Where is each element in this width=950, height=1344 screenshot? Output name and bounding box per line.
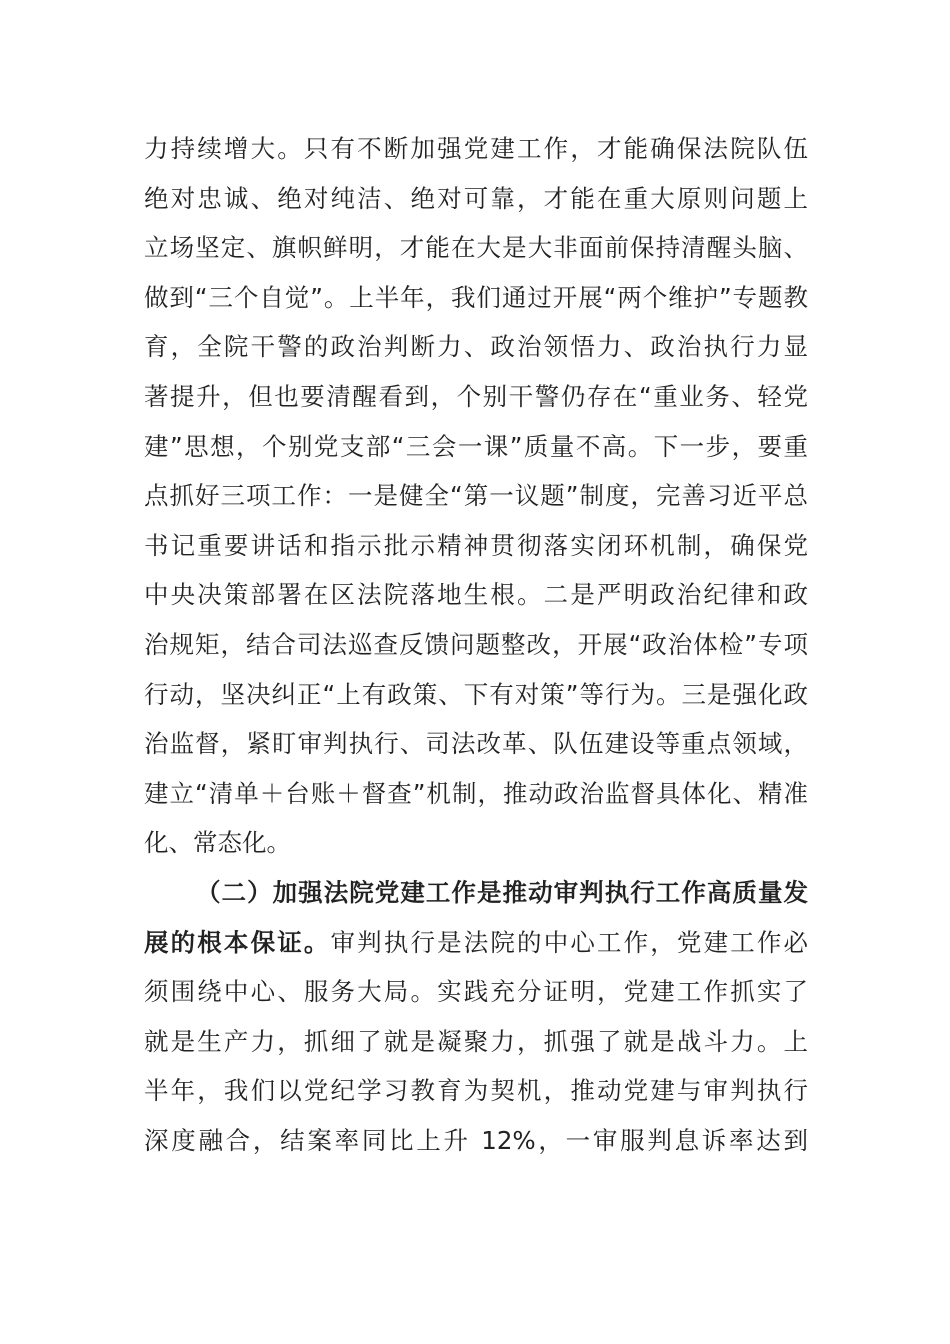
text-line: 治规矩，结合司法巡查反馈问题整改，开展“政治体检”专项 xyxy=(144,629,808,659)
text-line xyxy=(144,918,808,968)
text-line: 书记重要讲话和指示批示精神贯彻落实闭环机制，确保党 xyxy=(144,530,808,560)
document-body xyxy=(144,124,808,1165)
text-line: 力持续增大。只有不断加强党建工作，才能确保法院队伍 xyxy=(144,134,808,163)
text-line: 深度融合，结案率同比上升 12%，一审服判息诉率达到 xyxy=(144,1125,808,1155)
text-line: 绝对忠诚、绝对纯洁、绝对可靠，才能在重大原则问题上 xyxy=(144,183,808,213)
text-line: 须围绕中心、服务大局。实践充分证明，党建工作抓实了 xyxy=(144,977,808,1007)
section-heading-line: （二）加强法院党建工作是推动审判执行工作高质量发 xyxy=(196,877,808,907)
text-line: 立场坚定、旗帜鲜明，才能在大是大非面前保持清醒头脑、 xyxy=(144,233,808,263)
paragraph-1 xyxy=(144,124,808,868)
section-heading-end: 展的根本保证。 xyxy=(144,927,331,957)
text-line: 建”思想，个别党支部“三会一课”质量不高。下一步，要重 xyxy=(144,431,808,461)
text-line: 半年，我们以党纪学习教育为契机，推动党建与审判执行 xyxy=(144,1076,808,1106)
text-line: 点抓好三项工作：一是健全“第一议题”制度，完善习近平总 xyxy=(144,481,808,511)
text-line: 化、常态化。 xyxy=(144,828,291,858)
text-line: 治监督，紧盯审判执行、司法改革、队伍建设等重点领域， xyxy=(144,729,808,759)
paragraph-2 xyxy=(144,868,808,1166)
text-run: 审判执行是法院的中心工作，党建工作必 xyxy=(330,927,809,957)
text-line: 建立“清单＋台账＋督查”机制，推动政治监督具体化、精准 xyxy=(144,778,808,808)
text-line: 著提升，但也要清醒看到，个别干警仍存在“重业务、轻党 xyxy=(144,381,808,411)
text-line: 行动，坚决纠正“上有政策、下有对策”等行为。三是强化政 xyxy=(144,679,808,709)
text-line: 做到“三个自觉”。上半年，我们通过开展“两个维护”专题教 xyxy=(144,282,808,312)
text-line: 育，全院干警的政治判断力、政治领悟力、政治执行力显 xyxy=(144,332,808,362)
text-line: 中央决策部署在区法院落地生根。二是严明政治纪律和政 xyxy=(144,580,808,610)
text-line: 就是生产力，抓细了就是凝聚力，抓强了就是战斗力。上 xyxy=(144,1026,808,1056)
